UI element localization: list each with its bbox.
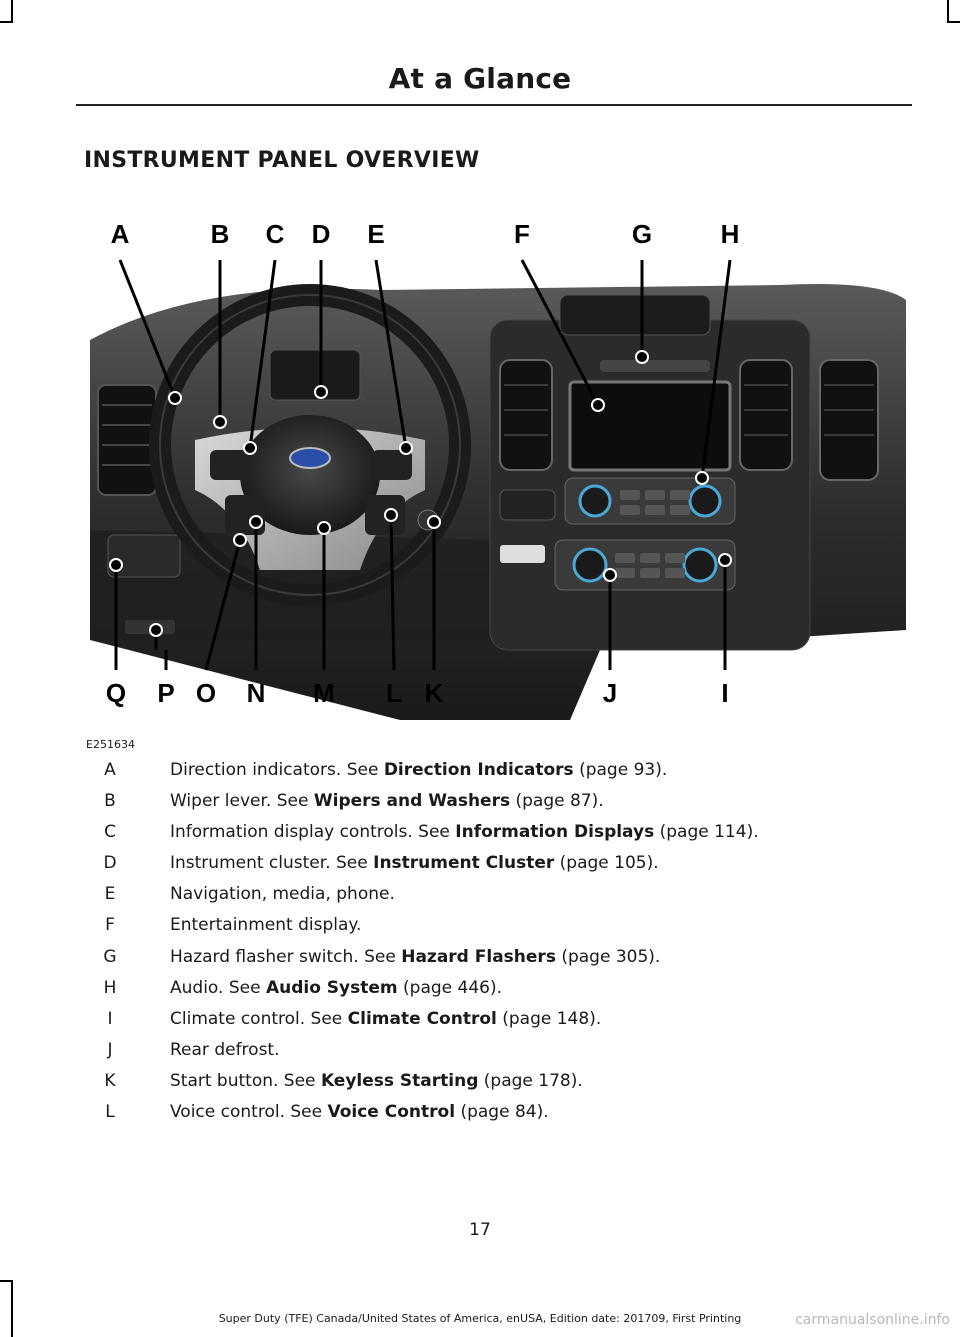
legend-letter: I [107, 1008, 113, 1029]
legend-page-ref: (page 105). [554, 853, 659, 874]
legend-item [90, 1038, 910, 1069]
legend-description [170, 976, 502, 1000]
center-left-vent [500, 360, 552, 470]
legend-text: Instrument cluster. See [170, 853, 374, 874]
legend-page-ref: (page 446). [397, 977, 503, 998]
hazard-switch-bar [600, 360, 710, 372]
callout-K: K [424, 678, 444, 708]
legend-page-ref: (page 84). [455, 1102, 549, 1123]
callout-L: L [386, 678, 402, 708]
legend-text: Rear defrost. [170, 1039, 280, 1060]
legend-text: Hazard flasher switch. See [170, 946, 402, 967]
callout-B: B [210, 219, 230, 249]
legend-list [90, 758, 910, 1131]
legend-letter: F [105, 915, 115, 936]
callout-E: E [367, 219, 385, 249]
callout-H: H [720, 219, 740, 249]
crop-mark [11, 1280, 13, 1337]
legend-letter: C [104, 822, 116, 843]
callout-C: C [265, 219, 285, 249]
legend-letter: A [104, 760, 116, 780]
callout-Q: Q [105, 678, 127, 708]
audio-knob-right [690, 486, 720, 516]
left-air-vent [98, 385, 156, 495]
legend-page-ref: (page 178). [478, 1070, 583, 1091]
legend-link[interactable]: Wipers and Washers [313, 791, 511, 812]
legend-text: Start button. See [170, 1070, 321, 1091]
legend-letter: D [103, 853, 117, 874]
legend-item [90, 913, 910, 944]
legend-item [90, 758, 910, 789]
legend-link[interactable]: Information Displays [455, 822, 655, 843]
section-title: INSTRUMENT PANEL OVERVIEW [84, 148, 480, 173]
climate-knob-right [684, 549, 716, 581]
callout-P: P [157, 678, 175, 708]
callout-A: A [110, 219, 130, 249]
legend-letter: H [103, 977, 117, 998]
page-header-title: At a Glance [388, 62, 572, 95]
page-number: 17 [469, 1220, 491, 1240]
legend-link[interactable]: Audio System [265, 977, 398, 998]
callout-F: F [514, 219, 530, 249]
legend-item [90, 820, 910, 851]
usb-port-panel [500, 545, 545, 563]
callout-D: D [311, 219, 331, 249]
legend-description [170, 1038, 280, 1062]
legend-item [90, 789, 910, 820]
legend-description [170, 820, 759, 844]
legend-item [90, 1100, 910, 1131]
callout-N: N [246, 678, 266, 708]
start-button-left-panel [500, 490, 555, 520]
legend-link[interactable]: Keyless Starting [320, 1070, 479, 1091]
legend-item [90, 882, 910, 913]
crop-mark [0, 21, 13, 23]
callout-O: O [195, 678, 217, 708]
left-wheel-controls [210, 450, 250, 480]
watermark: carmanualsonline.info [795, 1312, 950, 1328]
legend-description [170, 945, 660, 969]
legend-text: Navigation, media, phone. [170, 884, 395, 905]
right-air-vent [820, 360, 878, 480]
dash-top-bin [560, 295, 710, 335]
legend-text: Direction indicators. See [170, 760, 384, 780]
legend-page-ref: (page 148). [496, 1008, 602, 1029]
legend-page-ref: (page 93). [573, 760, 668, 780]
legend-link[interactable]: Direction Indicators [383, 760, 574, 780]
instrument-panel-illustration [80, 210, 910, 720]
legend-link[interactable]: Voice Control [327, 1102, 456, 1123]
legend-text: Information display controls. See [170, 822, 456, 843]
legend-text: Entertainment display. [170, 915, 362, 936]
callout-I: I [721, 678, 729, 708]
climate-knob-left [574, 549, 606, 581]
legend-description [170, 789, 604, 813]
audio-knob-left [580, 486, 610, 516]
legend-description [170, 913, 361, 937]
legend-letter: E [104, 884, 116, 905]
legend-letter: J [107, 1039, 113, 1060]
callout-G: G [631, 219, 653, 249]
page-footer: Super Duty (TFE) Canada/United States of America, enUSA, Edition date: 201709, First Printing [218, 1312, 742, 1325]
legend-text: Wiper lever. See [170, 791, 314, 812]
center-right-vent [740, 360, 792, 470]
legend-link[interactable]: Hazard Flashers [401, 946, 556, 967]
legend-description [170, 1069, 583, 1093]
figure-reference: E251634 [86, 738, 135, 751]
legend-letter: L [105, 1102, 115, 1123]
legend-page-ref: (page 87). [510, 791, 604, 812]
legend-link[interactable]: Instrument Cluster [373, 853, 555, 874]
legend-link[interactable]: Climate Control [347, 1008, 497, 1029]
legend-text: Climate control. See [170, 1008, 348, 1029]
legend-item [90, 976, 910, 1007]
legend-description [170, 1007, 601, 1031]
legend-description [170, 1100, 549, 1124]
ford-logo [290, 448, 330, 468]
legend-letter: G [103, 946, 117, 967]
header-divider [76, 104, 912, 106]
legend-letter: B [104, 791, 116, 812]
callout-M: M [313, 678, 335, 708]
left-lower-controls [225, 495, 265, 535]
legend-item [90, 945, 910, 976]
callout-J: J [602, 678, 618, 708]
legend-text: Voice control. See [170, 1102, 328, 1123]
crop-mark [947, 0, 949, 22]
legend-item [90, 1007, 910, 1038]
legend-letter: K [104, 1070, 116, 1091]
legend-description [170, 851, 659, 875]
legend-description [170, 882, 395, 906]
crop-mark [11, 0, 13, 22]
crop-mark [947, 21, 960, 23]
legend-page-ref: (page 114). [654, 822, 759, 843]
crop-mark [0, 1280, 13, 1282]
legend-text: Audio. See [170, 977, 266, 998]
legend-item [90, 851, 910, 882]
legend-page-ref: (page 305). [555, 946, 661, 967]
legend-item [90, 1069, 910, 1100]
legend-description [170, 758, 667, 782]
instrument-panel-figure [80, 210, 910, 720]
